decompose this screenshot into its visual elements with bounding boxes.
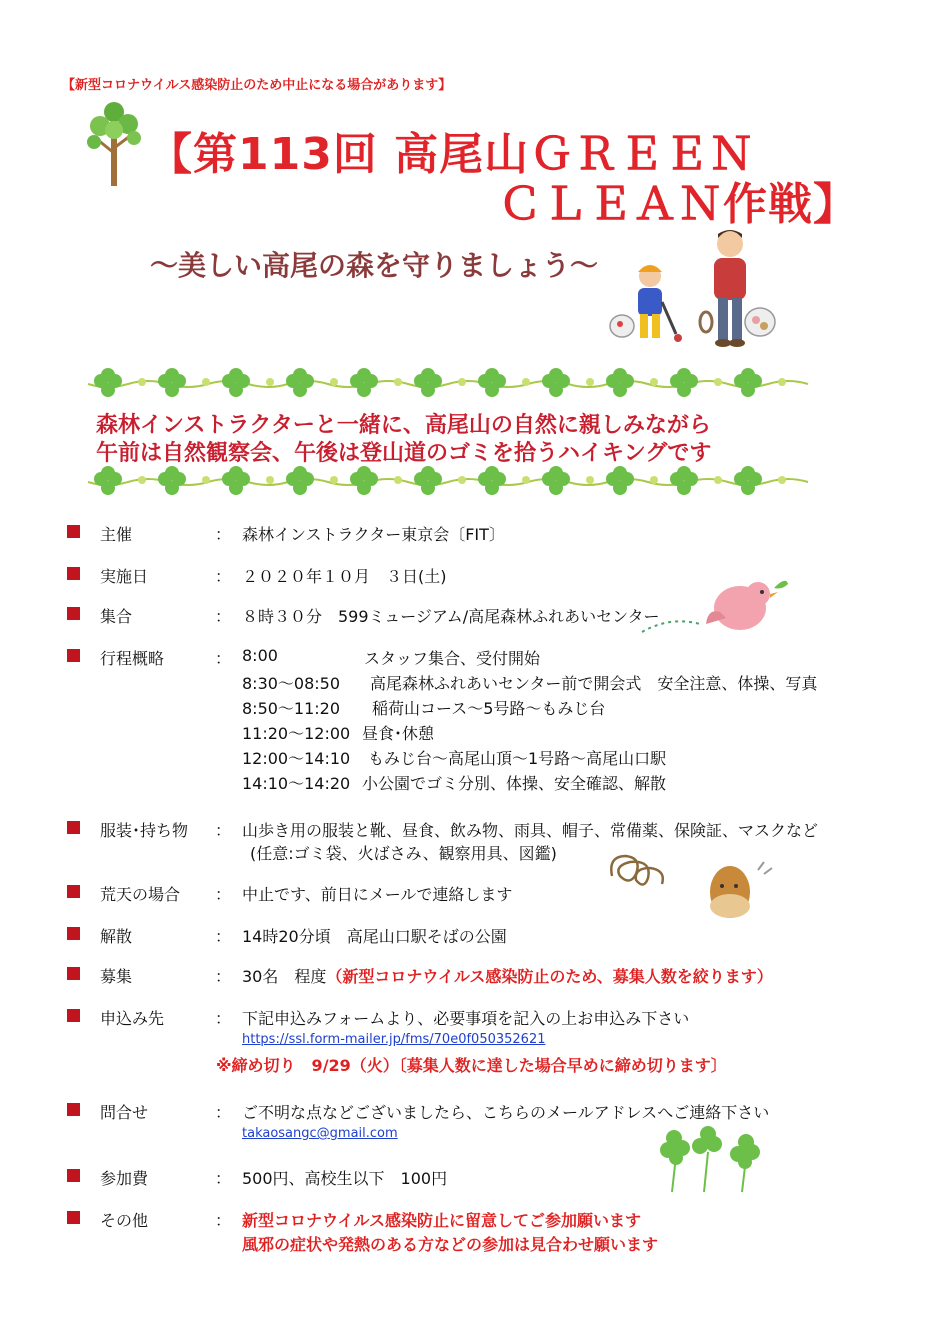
row-value xyxy=(242,964,773,987)
row-colon: ： xyxy=(215,649,232,668)
row-label: 行程概略 xyxy=(100,649,165,668)
row-date xyxy=(0,562,940,586)
intro-line-1: 森林インストラクターと一緒に、高尾山の自然に親しみながら xyxy=(96,413,711,438)
schedule-desc: 高尾森林ふれあいセンター前で開会式 安全注意、体操、写真 xyxy=(370,674,818,693)
row-contact xyxy=(0,1098,940,1122)
row-meeting xyxy=(0,602,940,626)
row-label: 募集 xyxy=(100,967,133,986)
schedule-time: 8:00 xyxy=(242,646,278,665)
row-clothing xyxy=(0,816,940,840)
tree-icon xyxy=(84,98,144,188)
row-value: 14時20分頃 高尾山口駅そばの公園 xyxy=(242,927,507,946)
row-apply xyxy=(0,1004,940,1028)
bullet-square-icon xyxy=(67,649,80,662)
row-value: ８時３０分 599ミュージアム/高尾森林ふれあいセンター xyxy=(242,607,660,626)
event-title-line1: 【第113回 高尾山ＧＲＥＥＮ xyxy=(148,129,755,180)
schedule-time: 11:20～12:00 xyxy=(242,724,351,743)
row-label: 解散 xyxy=(100,927,133,946)
event-title-line2: ＣＬＥＡＮ作戦】 xyxy=(498,179,858,230)
row-label: 実施日 xyxy=(100,567,149,586)
bullet-square-icon xyxy=(67,885,80,898)
intro-line-2: 午前は自然観察会、午後は登山道のゴミを拾うハイキングです xyxy=(96,441,712,466)
bullet-square-icon xyxy=(67,567,80,580)
row-recruit xyxy=(0,962,940,986)
bird-icon xyxy=(640,572,790,642)
row-colon: ： xyxy=(215,1169,232,1188)
row-colon: ： xyxy=(215,525,232,544)
row-label: 参加費 xyxy=(100,1169,149,1188)
row-colon: ： xyxy=(215,885,232,904)
row-colon: ： xyxy=(215,1211,232,1230)
bullet-square-icon xyxy=(67,1103,80,1116)
contact-email-link[interactable]: takaosangc@gmail.com xyxy=(242,1126,398,1141)
row-value: 500円、高校生以下 100円 xyxy=(242,1169,448,1188)
volunteers-illustration-icon xyxy=(608,222,778,352)
application-form-link[interactable]: https://ssl.form-mailer.jp/fms/70e0f050352621 xyxy=(242,1032,546,1047)
row-dismissal xyxy=(0,922,940,946)
row-value: 中止です、前日にメールで連絡します xyxy=(242,885,513,904)
schedule-time: 12:00～14:10 xyxy=(242,749,351,768)
row-colon: ： xyxy=(215,1009,232,1028)
application-deadline: ※締め切り 9/29（火）〔募集人数に達した場合早めに締め切ります〕 xyxy=(216,1056,727,1075)
bullet-square-icon xyxy=(67,927,80,940)
event-subtitle: ～美しい高尾の森を守りましょう～ xyxy=(150,249,599,282)
schedule-desc: 昼食･休憩 xyxy=(362,724,435,743)
schedule-time: 14:10～14:20 xyxy=(242,774,351,793)
other-line-2: 風邪の症状や発熱のある方などの参加は見合わせ願います xyxy=(242,1235,659,1254)
row-colon: ： xyxy=(215,1103,232,1122)
row-label: その他 xyxy=(100,1211,149,1230)
row-label: 集合 xyxy=(100,607,133,626)
row-value: 山歩き用の服装と靴、昼食、飲み物、雨具、帽子、常備薬、保険証、マスクなど xyxy=(242,821,819,840)
row-label: 問合せ xyxy=(100,1103,149,1122)
schedule-time: 8:30～08:50 xyxy=(242,674,341,693)
bullet-square-icon xyxy=(67,525,80,538)
schedule-desc: 稲荷山コース～5号路～もみじ台 xyxy=(372,699,606,718)
bullet-square-icon xyxy=(67,821,80,834)
row-value: 新型コロナウイルス感染防止に留意してご参加願います xyxy=(242,1211,642,1230)
row-colon: ： xyxy=(215,927,232,946)
recruit-note: （新型コロナウイルス感染防止のため、募集人数を絞ります） xyxy=(326,967,773,986)
row-value: ２０２０年１０月 ３日(土) xyxy=(242,567,447,586)
recruit-count: 30名 程度 xyxy=(242,967,327,986)
row-label: 荒天の場合 xyxy=(100,885,181,904)
row-colon: ： xyxy=(215,567,232,586)
schedule-desc: 小公園でゴミ分別、体操、安全確認、解散 xyxy=(362,774,667,793)
row-label: 申込み先 xyxy=(100,1009,165,1028)
clover-garland-bottom-icon xyxy=(88,466,778,498)
row-fee xyxy=(0,1164,940,1188)
row-value: 下記申込みフォームより、必要事項を記入の上お申込み下さい xyxy=(242,1009,690,1028)
row-other xyxy=(0,1206,940,1230)
row-colon: ： xyxy=(215,607,232,626)
cancellation-notice: 【新型コロナウイルス感染防止のため中止になる場合があります】 xyxy=(62,78,452,93)
schedule-desc: スタッフ集合、受付開始 xyxy=(364,649,541,668)
clothing-note: (任意:ゴミ袋、火ばさみ、観察用具、図鑑) xyxy=(250,844,557,863)
row-value: ご不明な点などございましたら、こちらのメールアドレスへご連絡下さい xyxy=(242,1103,770,1122)
row-rain xyxy=(0,880,940,904)
row-organizer xyxy=(0,520,940,544)
schedule-time: 8:50～11:20 xyxy=(242,699,341,718)
row-value: 森林インストラクター東京会〔FIT〕 xyxy=(242,525,505,544)
bullet-square-icon xyxy=(67,967,80,980)
row-label: 服装･持ち物 xyxy=(100,821,189,840)
bullet-square-icon xyxy=(67,1009,80,1022)
bullet-square-icon xyxy=(67,607,80,620)
clover-garland-top-icon xyxy=(88,368,778,400)
row-colon: ： xyxy=(215,821,232,840)
row-colon: ： xyxy=(215,967,232,986)
schedule-desc: もみじ台～高尾山頂～1号路～高尾山口駅 xyxy=(368,749,667,768)
row-label: 主催 xyxy=(100,525,133,544)
bullet-square-icon xyxy=(67,1211,80,1224)
bullet-square-icon xyxy=(67,1169,80,1182)
